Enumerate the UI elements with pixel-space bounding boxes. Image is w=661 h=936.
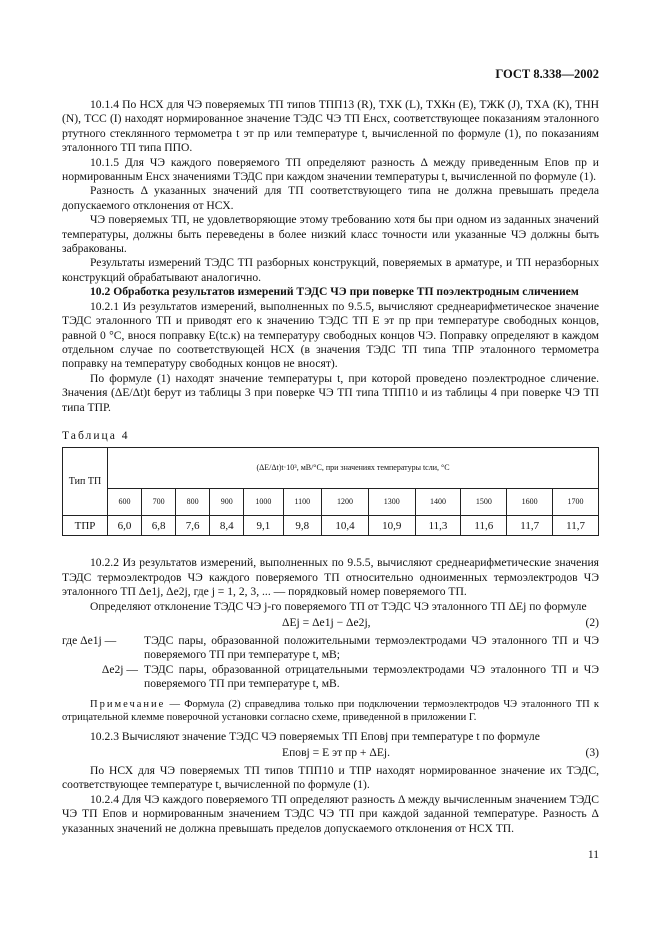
table-cell: 9,1 (244, 516, 283, 536)
page-number: 11 (587, 849, 599, 861)
paragraph: ЧЭ поверяемых ТП, не удовлетворяющие этому требованию хотя бы при одном из заданных значений температуры, должны быть переведены в более низкий класс точности или указанные ЧЭ должны быть забракованы. (62, 213, 599, 256)
temperature-header: 1600 (507, 489, 553, 516)
table-row (63, 516, 599, 536)
table-cell: 10,4 (322, 516, 369, 536)
table-cell-type: ТПР (63, 516, 108, 536)
table-cell: 10,9 (368, 516, 415, 536)
temperature-header: 900 (210, 489, 244, 516)
table-cell: 6,8 (142, 516, 176, 536)
temperature-header: 800 (176, 489, 210, 516)
table-4 (62, 447, 599, 536)
paragraph: 10.1.4 По НСХ для ЧЭ поверяемых ТП типов ТПП13 (R), ТХК (L), ТХКн (E), ТЖК (J), ТХА (K), ТНН (N), ТСС (I) находят нормированное значение ТЭДС ЧЭ ТП Eнсх, соответствующее показаниям эталонного ртутного стеклянного термометра t эт пр или температуре t, вычисленной по формуле (1), по показаниям эталонного ТП типа ППО. (62, 98, 599, 155)
definition-label: где Δe1j — (62, 633, 117, 647)
table-cell: 11,6 (461, 516, 507, 536)
formula-expression: Eповj = E эт пр + ΔEj. (282, 746, 391, 759)
paragraph: Разность Δ указанных значений для ТП соответствующего типа не должна превышать предела допускаемого отклонения от НСХ. (62, 184, 599, 212)
col-header-type: Тип ТП (63, 448, 108, 516)
paragraph: По НСХ для ЧЭ поверяемых ТП типов ТПП10 и ТПР находят нормированное значение их ТЭДС, соответствующее температуре t, вычисленной по формуле (1). (62, 764, 599, 792)
table-cell: 11,7 (553, 516, 599, 536)
formula-expression: ΔEj = Δe1j − Δe2j, (282, 615, 371, 629)
table-cell: 9,8 (283, 516, 322, 536)
paragraph: 10.1.5 Для ЧЭ каждого поверяемого ТП определяют разность Δ между приведенным Eпов пр и нормированным Eнсх значениями ТЭДС при каждом значении температуры t, вычисленной по формуле (1). (62, 155, 599, 184)
formula-number: (3) (585, 746, 599, 759)
temperature-header: 1100 (283, 489, 322, 516)
table-cell: 8,4 (210, 516, 244, 536)
temperature-header: 1700 (553, 489, 599, 516)
table-caption: Таблица 4 (62, 428, 130, 442)
note-label: Примечание (90, 698, 166, 710)
temperature-row (63, 489, 599, 516)
group-header: (ΔE/Δt)t·10³, мВ/°С, при значениях температуры tсли, °С (108, 448, 599, 489)
table-cell: 6,0 (108, 516, 142, 536)
document-header: ГОСТ 8.338—2002 (495, 67, 599, 81)
section-heading: 10.2 Обработка результатов измерений ТЭДС ЧЭ при поверке ТП поэлектродным сличением (90, 285, 579, 299)
table-cell: 11,3 (415, 516, 461, 536)
page-body (62, 98, 599, 836)
temperature-header: 600 (108, 489, 142, 516)
temperature-header: 700 (142, 489, 176, 516)
temperature-header: 1200 (322, 489, 369, 516)
definition-label: Δe2j — (101, 662, 138, 676)
paragraph: 10.2.4 Для ЧЭ каждого поверяемого ТП определяют разность Δ между вычисленным значением ТЭДС ЧЭ ТП Eпов и нормированным значением ТЭДС ЧЭ ТП при каждой заданной температуре. Разность Δ указанных значений не должна превышать пределов допускаемого отклонения от НСХ ТП. (62, 792, 599, 835)
formula-2 (62, 614, 599, 634)
paragraph: 10.2.2 Из результатов измерений, выполненных по 9.5.5, вычисляют среднеарифметические значения ТЭДС термоэлектродов ЧЭ каждого поверяемого ТП относительно одноименных термоэлектродов ЧЭ эталонного ТП Δe1j, Δe2j, где j = 1, 2, 3, ... — порядковый номер поверяемого ТП. (62, 556, 599, 599)
temperature-header: 1500 (461, 489, 507, 516)
note (62, 698, 599, 724)
formula-3 (62, 744, 599, 764)
temperature-header: 1400 (415, 489, 461, 516)
definition (62, 663, 599, 692)
temperature-header: 1300 (368, 489, 415, 516)
definition-text: ТЭДС пары, образованной отрицательными термоэлектродами ЧЭ эталонного ТП и ЧЭ поверяемого ТП при температуре t, мВ. (144, 662, 599, 691)
formula-number: (2) (585, 615, 599, 629)
paragraph: По формуле (1) находят значение температуры t, при которой проведено поэлектродное сличение. Значения (ΔE/Δt)t берут из таблицы 3 при поверке ЧЭ ТП типа ТПП10 и из таблицы 4 при поверке ЧЭ ТП типа ТПР. (62, 371, 599, 414)
table-cell: 7,6 (176, 516, 210, 536)
table-cell: 11,7 (507, 516, 553, 536)
note-text: — Формула (2) справедлива только при подключении термоэлектродов ЧЭ эталонного ТП к отрицательной клемме поверочной установки согласно схеме, приведенной в приложении Г. (62, 698, 599, 723)
definition (62, 634, 599, 663)
paragraph: 10.2.3 Вычисляют значение ТЭДС ЧЭ поверяемых ТП Eповj при температуре t по формуле (90, 729, 540, 743)
paragraph: Определяют отклонение ТЭДС ЧЭ j-го поверяемого ТП от ТЭДС ЧЭ эталонного ТП ΔEj по формуле (90, 599, 587, 613)
paragraph: Результаты измерений ТЭДС ТП разборных конструкций, поверяемых в арматуре, и ТП неразборных конструкций обрабатывают аналогично. (62, 256, 599, 284)
paragraph: 10.2.1 Из результатов измерений, выполненных по 9.5.5, вычисляют среднеарифметическое значение ТЭДС эталонного ТП и приводят его к значению ТЭДС ТП E эт пр при температуре свободных концов, равной 0 °С, внося поправку E(tс.к) на температуру свободных концов ЧЭ. Поправку определяют в каждом отдельном случае по соответствующей НСХ (в значения ТЭДС ТП типа ТПР эталонного термометра поправку на температуру свободных концов не вносят). (62, 299, 599, 371)
temperature-header: 1000 (244, 489, 283, 516)
definition-text: ТЭДС пары, образованной положительными термоэлектродами ЧЭ эталонного ТП и ЧЭ поверяемого ТП при температуре t, мВ; (144, 633, 599, 662)
